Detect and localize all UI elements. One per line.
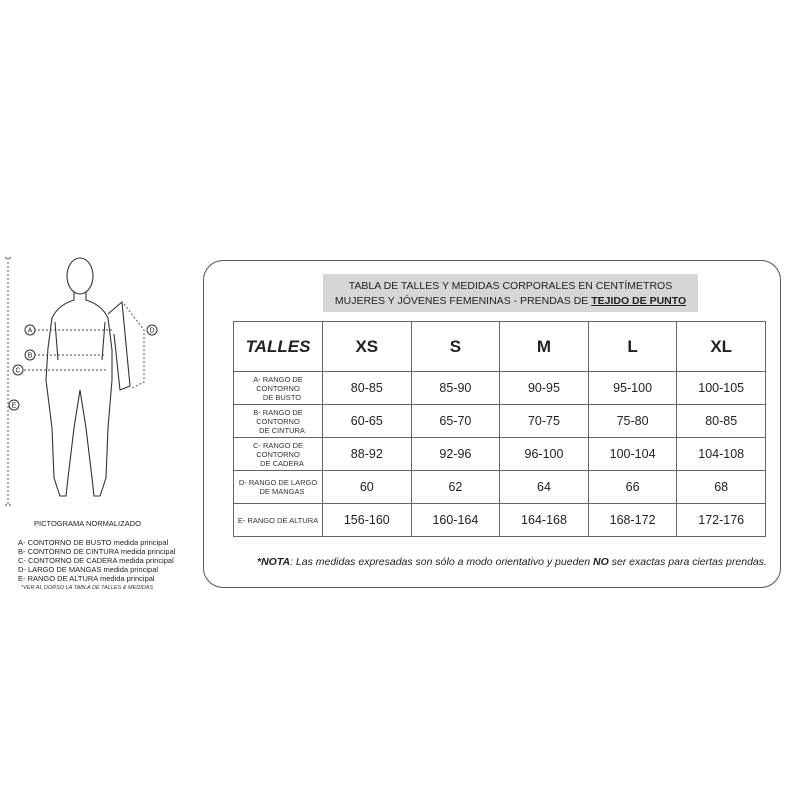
row-label-waist: B- RANGO DE CONTORNO DE CINTURA [234,405,323,438]
table-cell: 96-100 [500,438,589,471]
table-cell: 65-70 [411,405,500,438]
size-header-xl: XL [677,322,766,372]
size-header-m: M [500,322,589,372]
table-cell: 100-105 [677,372,766,405]
table-row [234,405,766,438]
legend-item-hip: C- CONTORNO DE CADERA medida principal [18,556,174,565]
marker-c: C [15,367,21,375]
legend-item-bust: A- CONTORNO DE BUSTO medida principal [18,538,169,547]
table-cell: 104-108 [677,438,766,471]
legend-item-waist: B- CONTORNO DE CINTURA medida principal [18,547,176,556]
table-cell: 160-164 [411,504,500,537]
figure-body [46,292,112,496]
table-cell: 92-96 [411,438,500,471]
row-label-height: E- RANGO DE ALTURA [234,504,323,537]
table-cell: 95-100 [588,372,677,405]
table-title-line-2: MUJERES Y JÓVENES FEMENINAS - PRENDAS DE TEJIDO DE PUNTO [334,295,687,307]
row-label-bust: A- RANGO DE CONTORNO DE BUSTO [234,372,323,405]
row-label-sleeve: D- RANGO DE LARGO DE MANGAS [234,471,323,504]
corner-label: TALLES [234,322,323,372]
size-table [233,321,766,537]
table-cell: 70-75 [500,405,589,438]
table-row [234,471,766,504]
table-row [234,438,766,471]
table-row [234,372,766,405]
table-header-row [234,322,766,372]
legend-note: *VER AL DORSO LA TABLA DE TALLES & MEDIDAS [21,585,154,591]
table-cell: 68 [677,471,766,504]
table-cell: 66 [588,471,677,504]
marker-d: D [149,327,155,335]
sleeve-line [124,304,144,388]
size-header-s: S [411,322,500,372]
table-title-line-1: TABLA DE TALLES Y MEDIDAS CORPORALES EN CENTÍMETROS [348,280,673,292]
marker-e: E [11,402,17,410]
table-cell: 60-65 [323,405,412,438]
legend-item-height: E- RANGO DE ALTURA medida principal [18,574,155,583]
table-title [323,274,698,312]
row-label-hip: C- RANGO DE CONTORNO DE CADERA [234,438,323,471]
table-cell: 172-176 [677,504,766,537]
table-cell: 80-85 [677,405,766,438]
table-row [234,504,766,537]
table-cell: 80-85 [323,372,412,405]
table-cell: 88-92 [323,438,412,471]
table-cell: 85-90 [411,372,500,405]
legend-item-sleeve: D- LARGO DE MANGAS medida principal [18,565,159,574]
table-cell: 62 [411,471,500,504]
table-cell: 75-80 [588,405,677,438]
table-cell: 168-172 [588,504,677,537]
pictogram-title: PICTOGRAMA NORMALIZADO [34,519,141,528]
table-cell: 100-104 [588,438,677,471]
figure-head [67,258,93,294]
marker-b: B [27,352,33,360]
table-cell: 164-168 [500,504,589,537]
marker-a: A [27,327,33,335]
footnote: *NOTA: Las medidas expresadas son sólo a modo orientativo y pueden NO ser exactas para ciertas prendas. [257,556,767,568]
size-header-xs: XS [323,322,412,372]
table-cell: 64 [500,471,589,504]
table-cell: 156-160 [323,504,412,537]
body-pictogram [0,250,200,540]
size-header-l: L [588,322,677,372]
table-cell: 60 [323,471,412,504]
table-cell: 90-95 [500,372,589,405]
